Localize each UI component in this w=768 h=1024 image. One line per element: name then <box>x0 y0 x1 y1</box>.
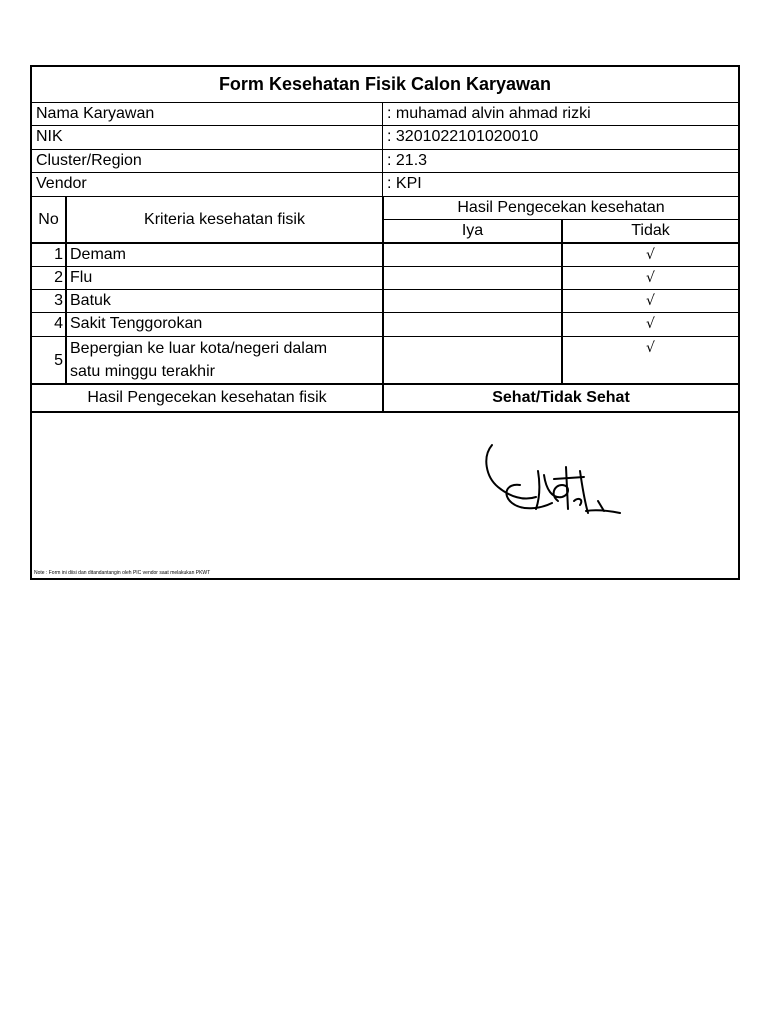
row-criteria: Flu <box>70 269 93 286</box>
col-header-no: No <box>38 211 59 228</box>
row-criteria: Batuk <box>70 292 111 309</box>
signature-image <box>480 439 625 534</box>
divider <box>32 383 738 385</box>
summary-label: Hasil Pengecekan kesehatan fisik <box>87 389 327 406</box>
field-label-nik: NIK <box>36 128 63 145</box>
col-header-criteria: Kriteria kesehatan fisik <box>144 211 305 228</box>
field-label-cluster: Cluster/Region <box>36 152 142 169</box>
field-label-name: Nama Karyawan <box>36 105 155 122</box>
row-number: 4 <box>54 315 63 332</box>
field-value-name: : muhamad alvin ahmad rizki <box>387 105 591 122</box>
health-form <box>30 65 740 580</box>
row-criteria: Sakit Tenggorokan <box>70 315 203 332</box>
row-check-mark: √ <box>646 247 655 263</box>
field-value-cluster: : 21.3 <box>387 152 428 169</box>
row-number: 2 <box>54 269 63 286</box>
divider <box>382 102 383 196</box>
field-value-vendor: : KPI <box>387 175 422 192</box>
row-criteria-line1: Bepergian ke luar kota/negeri dalam <box>70 340 328 357</box>
row-number: 1 <box>54 246 63 263</box>
row-criteria-line2: satu minggu terakhir <box>70 363 215 380</box>
row-check-mark: √ <box>646 270 655 286</box>
summary-value: Sehat/Tidak Sehat <box>492 389 630 406</box>
col-header-yes: Iya <box>461 222 484 239</box>
divider <box>32 411 738 413</box>
divider <box>32 172 738 173</box>
row-number: 3 <box>54 292 63 309</box>
col-header-result: Hasil Pengecekan kesehatan <box>457 199 665 216</box>
row-number: 5 <box>54 352 63 369</box>
footnote: Note : Form ini diisi dan ditandantangin oleh PIC vendor saat melakukan PKWT <box>34 570 211 576</box>
row-criteria: Demam <box>70 246 127 263</box>
row-check-mark: √ <box>646 316 655 332</box>
col-header-no-answer: Tidak <box>631 222 670 239</box>
row-check-mark: √ <box>646 340 655 356</box>
divider <box>32 125 738 126</box>
form-title: Form Kesehatan Fisik Calon Karyawan <box>218 74 552 94</box>
field-label-vendor: Vendor <box>36 175 87 192</box>
field-value-nik: : 3201022101020010 <box>387 128 539 145</box>
row-check-mark: √ <box>646 293 655 309</box>
